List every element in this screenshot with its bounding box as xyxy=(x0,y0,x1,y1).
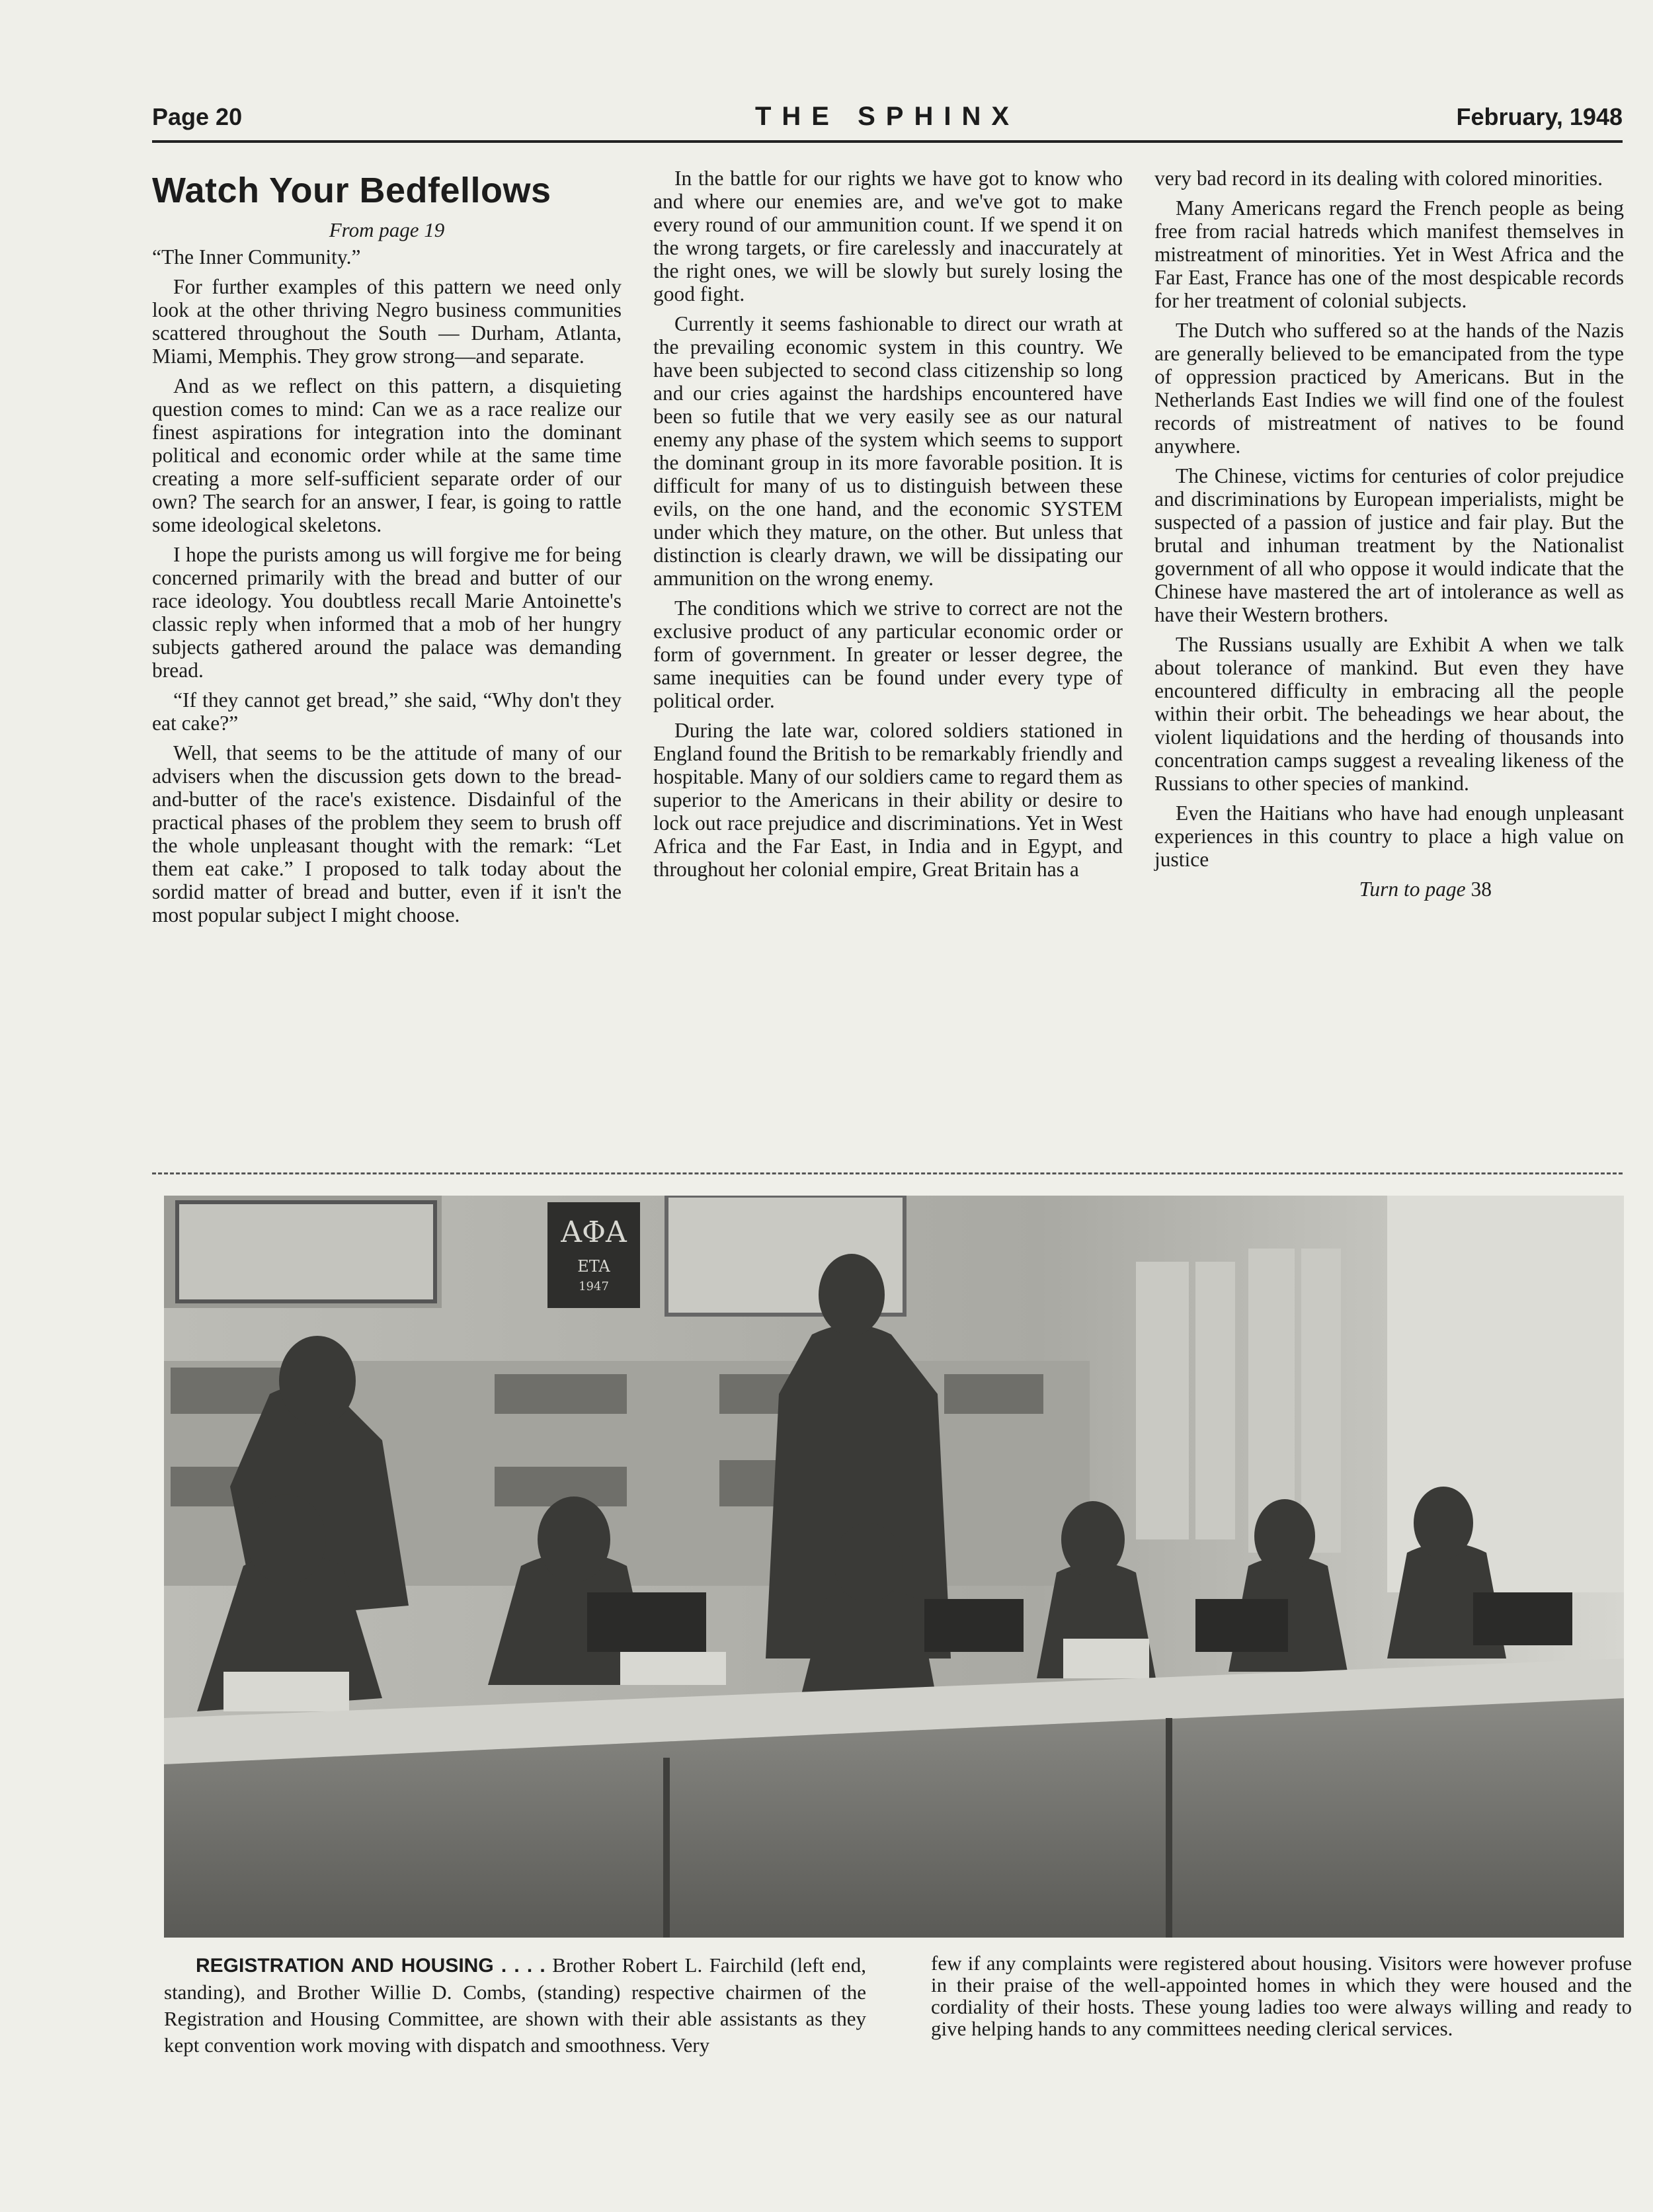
paragraph: I hope the purists among us will forgive me for being concerned primarily with the bread and butter of our race ideology. You doubtless recall Marie Antoinette's classic reply when informed that a mob of her hungry subjects gathered around the palace was demanding bread. xyxy=(152,543,622,682)
continued-on-label: Turn to page xyxy=(1359,878,1466,901)
dashed-divider xyxy=(152,1172,1623,1174)
paragraph: The Russians usually are Exhibit A when we talk about tolerance of mankind. But even they have encountered difficulty in embracing all the people within their orbit. The beheadings we hear about, the violent liquidations and the herding of thousands into concentration camps suggest a revealing likeness of the Russians to other species of mankind. xyxy=(1154,633,1624,795)
publication-name: THE SPHINX xyxy=(754,102,1020,131)
paragraph: “The Inner Community.” xyxy=(152,245,361,268)
paragraph: During the late war, colored soldiers stationed in England found the British to be remarkably friendly and hospitable. Many of our soldiers came to regard them as superior to the Americans in their ability or desire to lock out race prejudice and discriminations. Yet in West Africa and the Far East, in India and in Egypt, and throughout her colonial empire, Great Britain has a xyxy=(653,719,1123,881)
paragraph: Well, that seems to be the attitude of many of our advisers when the discussion gets down to the bread-and-butter of the race's existence. Disdainful of the practical phases of the problem they seem to brush off the whole unpleasant thought with the remark: “Let them eat cake.” I proposed to talk today about the sordid matter of bread and butter, even if it isn't the most popular subject I might choose. xyxy=(152,741,622,926)
photo-caption-left xyxy=(164,1952,866,2059)
continued-on-page: 38 xyxy=(1471,878,1492,901)
banner-year: 1947 xyxy=(579,1280,609,1293)
paragraph: very bad record in its dealing with colored minorities. xyxy=(1154,167,1603,190)
paragraph: In the battle for our rights we have got to know who and where our enemies are, and we've got to make every round of our ammunition count. If we spend it on the wrong targets, or fire carelessly and inaccurately at the right ones, we will be slowly but surely losing the good fight. xyxy=(653,167,1123,306)
paragraph: “If they cannot get bread,” she said, “Why don't they eat cake?” xyxy=(152,688,622,735)
paragraph: For further examples of this pattern we need only look at the other thriving Negro business communities scattered throughout the South — Durham, Atlanta, Miami, Memphis. They grow strong—and separate. xyxy=(152,275,622,368)
continued-on xyxy=(1154,878,1624,901)
issue-date: February, 1948 xyxy=(1456,103,1623,130)
paragraph: The conditions which we strive to correct are not the exclusive product of any particular economic order or form of government. In greater or lesser degree, the same inequities can be found under every type of political order. xyxy=(653,596,1123,712)
article-body xyxy=(152,167,1623,1159)
caption-lead: REGISTRATION AND HOUSING . . . . xyxy=(196,1955,545,1977)
paragraph: The Dutch who suffered so at the hands of the Nazis are generally believed to be emancipated from the type of oppression practiced by Americans. But in the Netherlands East Indies we will find one of the foulest records of mistreatment of natives to be found anywhere. xyxy=(1154,319,1624,458)
photo-caption-right xyxy=(931,1952,1632,2039)
paragraph: Many Americans regard the French people as being free from racial hatreds which manifest themselves in mistreatment of minorities. Yet in West Africa and the Far East, France has one of the most despicable records for her treatment of colonial subjects. xyxy=(1154,196,1624,312)
paragraph: Currently it seems fashionable to direct our wrath at the prevailing economic system in this country. We have been subjected to second class citizenship so long and our cries against the hardships encountered have been so futile that we very easily see as our natural enemy any phase of the system which seems to support the dominant group in its more favorable position. It is difficult for many of us to distinguish between these evils, on the one hand, and the economic SYSTEM under which they mature, on the other. But unless that distinction is clearly drawn, we will be dissipating our ammunition on the wrong enemy. xyxy=(653,312,1123,590)
article-column-3 xyxy=(1154,167,1624,1159)
paragraph: Even the Haitians who have had enough unpleasant experiences in this country to place a high value on justice xyxy=(1154,801,1624,871)
paragraph: The Chinese, victims for centuries of color prejudice and discriminations by European imperialists, might be suspected of a passion of justice and fair play. But the brutal and inhuman treatment by the Nationalist government of all who oppose it would indicate that the Chinese have mastered the art of intolerance as well as have their Western brothers. xyxy=(1154,464,1624,626)
page-header xyxy=(152,101,1623,143)
caption-text-left: Brother Robert L. Fairchild (left end, standing), and Brother Willie D. Combs, (standing) respective chairmen of the Registration and Housing Committee, are shown with their able assistants as they kept convention work moving with dispatch and smoothness. Very xyxy=(164,1953,867,2057)
article-title: Watch Your Bedfellows xyxy=(152,171,551,210)
article-column-2 xyxy=(653,167,1123,1159)
banner-sub: ETA xyxy=(577,1257,610,1276)
caption-text-right: few if any complaints were registered about housing. Visitors were however profuse in their praise of the well-appointed homes in which they were housed and the cordiality of their hosts. These young ladies too were always willing and ready to give helping hands to any committees needing clerical services. xyxy=(931,1951,1632,2040)
banner-letters: ΑΦΑ xyxy=(561,1215,627,1249)
committee-photo xyxy=(164,1196,1624,1938)
continued-from: From page 19 xyxy=(329,218,445,241)
photo-illustration xyxy=(164,1196,1624,1938)
paragraph: And as we reflect on this pattern, a disquieting question comes to mind: Can we as a race realize our finest aspirations for integration into the dominant political and economic order while at the same time creating a more self-sufficient separate order of our own? The search for an answer, I fear, is going to rattle some ideological skeletons. xyxy=(152,374,622,536)
page-number: Page 20 xyxy=(152,103,243,130)
article-column-1 xyxy=(152,167,622,1159)
